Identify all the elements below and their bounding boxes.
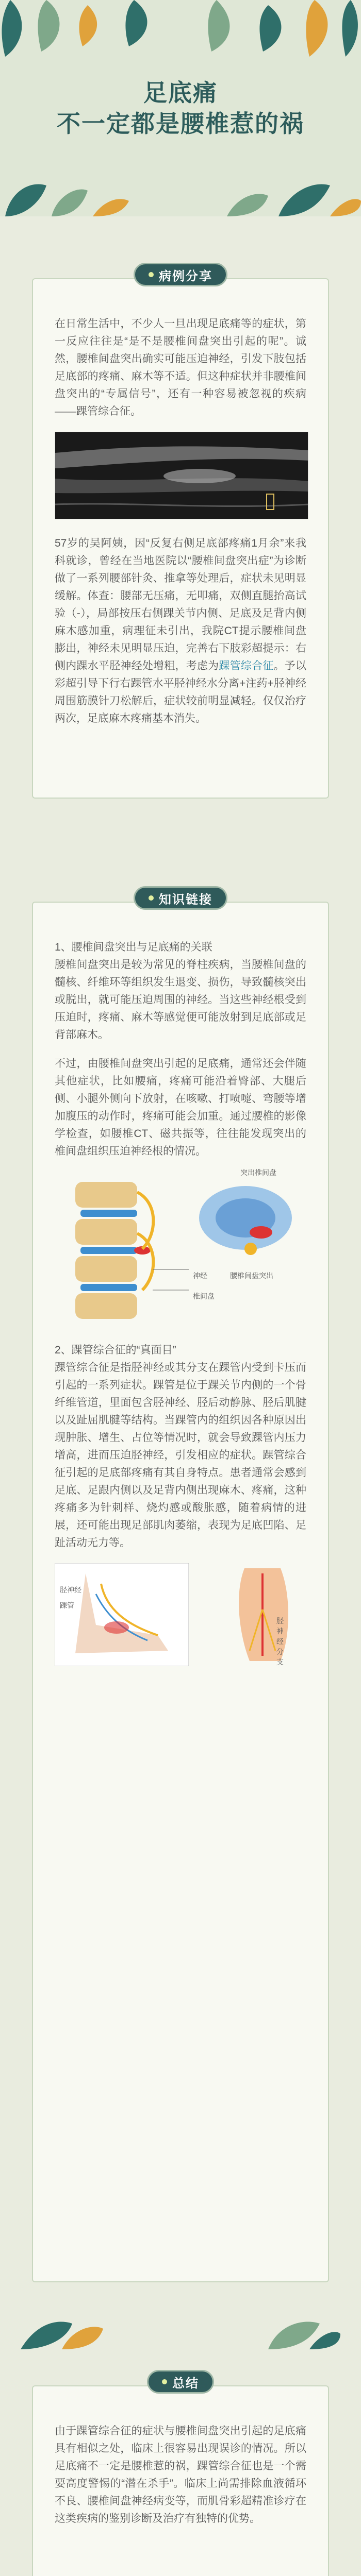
leaf-decoration-top [0,0,361,72]
case-paragraph-1: 在日常生活中，不少人一旦出现足底痛等的症状，第一反应往往是“是不是腰椎间盘突出引起的呢”。诚然，腰椎间盘突出确实可能压迫神经，引发下肢包括足底部的疼痛、麻木等不适。但这种症状并非腰椎间盘突出的“专属信号”，还有一种容易被忽视的疾病——踝管综合征。 [55,318,306,417]
case-diagnosis-link[interactable]: 踝管综合征 [219,660,274,672]
title-line-1: 足底痛 [143,79,218,106]
leaf-decoration-middle [21,2308,340,2354]
case-card [32,269,329,799]
spine-illustration [55,1172,306,1326]
label-nerve: 神经 [193,1272,207,1280]
badge-dot-icon [149,272,154,277]
label-lumbar-disc-herniation: 腰椎间盘突出 [230,1272,273,1280]
page-title [0,77,361,139]
case-paragraph-2 [55,535,306,727]
knowledge-section1-body: 腰椎间盘突出是较为常见的脊柱疾病，当腰椎间盘的髓核、纤维环等组织发生退变、损伤，导致髓核突出或脱出，就可能压迫周围的神经。当这些神经根受到压迫时，疼痛、麻木等感觉便可能放射到足底部或足背部麻木。 [55,959,306,1041]
knowledge-section3-body: 踝管综合征是指胫神经或其分支在踝管内受到卡压而引起的一系列症状。踝管是位于踝关节内侧的一个骨纤维管道，里面包含胫神经、胫后动静脉、胫后肌腱以及趾屈肌腱等结构。当踝管内的组织因各种原因出现肿胀、增生、占位等情况时，就会导致踝管内压力增高，进而压迫胫神经，引发相应的症状。踝管综合征引起的足底部疼痛有其自身特点。患者通常会感到足底、足跟内侧以及足背内侧出现麻木、疼痛，这种疼痛多为针刺样、烧灼感或酸胀感，随着病情的进展，还可能出现足部肌肉萎缩，表现为足底凹陷、足趾活动无力等。 [55,1362,306,1549]
label-disc: 椎间盘 [193,1292,215,1300]
case-badge [134,263,227,286]
summary-body: 由于踝管综合征的症状与腰椎间盘突出引起的足底痛具有相似之处，临床上很容易出现误诊的情况。所以足底痛不一定是腰椎惹的祸，踝管综合征也是一个需要高度警惕的“潜在杀手”。临床上尚需排除血液循环不良、腰椎间盘神经病变等，而肌骨彩超精准诊疗在这类疾病的鉴别诊断及治疗有独特的优势。 [55,2425,306,2524]
case-badge-row [33,263,328,286]
ankle-figures [55,1563,306,1666]
label-herniated-disc: 突出椎间盘 [240,1168,276,1177]
summary-badge-row [33,2370,328,2394]
title-line-2: 不一定都是腰椎惹的祸 [57,110,304,137]
knowledge-section3-title: 2、踝管综合征的“真面目” [55,1344,176,1356]
ankle-illustration-left [55,1563,189,1666]
knowledge-section1-title: 1、腰椎间盘突出与足底痛的关联 [55,941,212,953]
case-paragraph-2b: 。予以彩超引导下行右踝管水平胫神经水分离+注药+胫神经周围筋膜针刀松解后，症状较前明显减轻。仅仅治疗两次，足底麻木疼痛基本消失。 [55,660,307,724]
label-tarsal-tunnel: 踝管 [60,1601,74,1609]
header-banner [0,0,361,216]
knowledge-section3 [55,1342,306,1552]
knowledge-paragraph-2: 不过，由腰椎间盘突出引起的足底痛，通常还会伴随其他症状，比如腰痛，疼痛可能沿着臀部、大腿后侧、小腿外侧向下放射，在咳嗽、打喷嚏、弯腰等增加腹压的动作时，疼痛可能会加重。通过腰椎的影像学检查，如腰椎CT、磁共振等，往往能发现突出的椎间盘组织压迫神经根的情况。 [55,1058,306,1157]
ankle-illustration-right [219,1563,306,1666]
leaf-decoration-bottom [0,170,361,216]
summary-card [32,2376,329,2576]
ultrasound-image [55,432,308,519]
knowledge-card [32,892,329,2282]
label-tibial-branch: 胫神经分支 [276,1617,284,1666]
summary-badge-label: 总结 [172,2376,199,2391]
knowledge-badge [134,886,227,910]
badge-dot-icon [162,2379,167,2384]
case-paragraph-2a: 57岁的吴阿姨，因“反复右侧足底部疼痛1月余”来我科就诊，曾经在当地医院以“腰椎间盘突出症”为诊断做了一系列腰部针灸、推拿等处理后，症状未见明显缓解。体查：腰部无压痛，无叩痛，双侧直腿抬高试验（-），局部按压右侧踝关节内侧、足底及足背内侧麻木感加重，病理征未引出，我院CT提示腰椎间盘膨出，神经未见明显压迫，完善右下肢彩超提示：右侧内踝水平胫神经处增粗，考虑为 [55,537,306,672]
badge-dot-icon [149,895,154,901]
summary-badge [147,2370,214,2394]
spine-figure [55,1172,306,1326]
case-badge-label: 病例分享 [159,269,212,283]
knowledge-badge-label: 知识链接 [159,892,212,907]
knowledge-badge-row [33,886,328,910]
label-tibial-nerve: 胫神经 [60,1586,81,1594]
knowledge-section1 [55,939,306,1044]
